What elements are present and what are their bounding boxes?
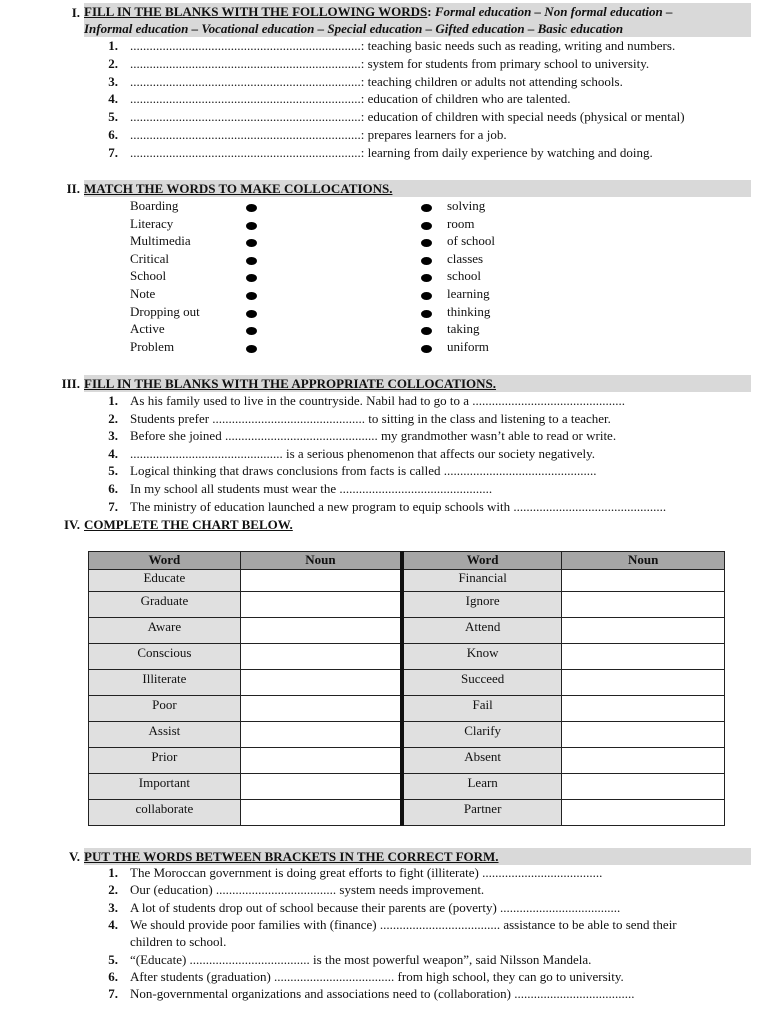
section-3-item-text: The ministry of education launched a new program to equip schools with ...............................................	[130, 498, 667, 514]
match-right-word: learning	[447, 286, 490, 301]
match-right-word: classes	[447, 250, 484, 266]
chart-noun-left-blank[interactable]	[240, 570, 402, 592]
chart-word-left: Graduate	[89, 592, 241, 618]
chart-word-right: Attend	[402, 618, 562, 644]
match-dot-right[interactable]	[421, 310, 432, 318]
chart-row	[89, 570, 725, 592]
section-2-title: MATCH THE WORDS TO MAKE COLLOCATIONS.	[84, 181, 393, 196]
match-row	[0, 198, 768, 215]
match-right-word: uniform	[447, 338, 489, 354]
section-3-item-text: Students prefer ............................................... to sitting in the class and listening to a teacher.	[130, 410, 611, 426]
match-dot-right[interactable]	[421, 204, 432, 212]
chart-word-right: Know	[402, 644, 562, 670]
section-5-item-text: A lot of students drop out of school because their parents are (poverty) .....................................	[130, 899, 621, 915]
section-1-item-text: .......................................................................: education of children who are talented.	[130, 91, 571, 107]
section-5-item-text: Our (education) ..................................... system needs improvement.	[130, 882, 485, 898]
chart-row	[89, 592, 725, 618]
match-row	[0, 251, 768, 268]
chart-noun-right-blank[interactable]	[562, 800, 725, 826]
section-1-item-number: 2.	[108, 55, 118, 71]
section-3-item-text: In my school all students must wear the ...............................................	[130, 481, 493, 496]
chart-header-row	[89, 552, 725, 570]
section-3-title: FILL IN THE BLANKS WITH THE APPROPRIATE COLLOCATIONS.	[84, 376, 497, 391]
chart-noun-left-blank[interactable]	[240, 722, 402, 748]
section-1-title-line: FILL IN THE BLANKS WITH THE FOLLOWING WORDS: Formal education – Non formal education –	[84, 4, 673, 19]
section-2-header	[40, 180, 751, 197]
chart-word-left: Illiterate	[89, 670, 241, 696]
match-right-word: taking	[447, 321, 480, 337]
section-5-item-text: We should provide poor families with (finance) ..................................... assistance to be able to send their	[130, 916, 677, 932]
chart-word-left: collaborate	[89, 800, 241, 826]
chart-row	[89, 696, 725, 722]
chart-word-left: Important	[89, 774, 241, 800]
chart-word-left: Assist	[89, 722, 241, 748]
section-3-item-number: 3.	[108, 428, 118, 444]
match-left-word: Boarding	[130, 198, 179, 213]
chart-word-right: Ignore	[402, 592, 562, 618]
chart-noun-left-blank[interactable]	[240, 748, 402, 774]
chart-row	[89, 722, 725, 748]
chart-word-right: Learn	[402, 774, 562, 800]
chart-noun-left-blank[interactable]	[240, 774, 402, 800]
section-1-item-number: 4.	[108, 91, 118, 107]
match-right-word: school	[447, 268, 481, 284]
section-5-item-text: children to school.	[130, 934, 227, 950]
chart-word-left: Prior	[89, 748, 241, 774]
chart-word-right: Financial	[402, 570, 562, 592]
chart-noun-right-blank[interactable]	[562, 722, 725, 748]
section-1-words-line2: Informal education – Vocational education – Special education – Gifted education – Basic education	[84, 21, 624, 36]
chart-row	[89, 748, 725, 774]
match-dot-right[interactable]	[421, 239, 432, 247]
section-1-item-number: 5.	[108, 109, 118, 125]
section-4-number: IV.	[63, 517, 80, 532]
match-dot-right[interactable]	[421, 274, 432, 282]
match-dot-left[interactable]	[246, 345, 257, 353]
match-left-word: Dropping out	[130, 303, 200, 319]
section-3-item-number: 7.	[108, 498, 118, 514]
match-dot-left[interactable]	[246, 222, 257, 230]
chart-word-left: Poor	[89, 696, 241, 722]
match-right-word: room	[447, 215, 475, 231]
section-3-item-text: Before she joined ............................................... my grandmother wasn’t able to read or write.	[130, 428, 617, 444]
section-3-item-text: Logical thinking that draws conclusions from facts is called ...............................................	[130, 463, 597, 479]
chart-word-right: Succeed	[402, 670, 562, 696]
match-dot-left[interactable]	[246, 327, 257, 335]
section-3-item-number: 6.	[108, 481, 118, 496]
match-left-word: School	[130, 268, 167, 284]
section-3-header	[40, 375, 751, 392]
chart-noun-right-blank[interactable]	[562, 644, 725, 670]
chart-row	[89, 670, 725, 696]
match-dot-right[interactable]	[421, 327, 432, 335]
section-1-title: FILL IN THE BLANKS WITH THE FOLLOWING WORDS	[84, 4, 428, 19]
section-1-item-text: .......................................................................: teaching children or adults not attending schools.	[130, 73, 623, 89]
match-left-word: Active	[130, 321, 165, 337]
section-5-header	[40, 848, 751, 865]
chart-row	[89, 618, 725, 644]
match-right-word: solving	[447, 198, 486, 213]
section-5-item-number: 5.	[108, 951, 118, 967]
section-1-item-number: 6.	[108, 127, 118, 142]
match-row	[0, 321, 768, 338]
match-dot-right[interactable]	[421, 257, 432, 265]
chart-word-right: Fail	[402, 696, 562, 722]
section-1-item-text: .......................................................................: system for students from primary school to university.	[130, 55, 650, 71]
match-left-word: Literacy	[130, 215, 174, 231]
match-dot-left[interactable]	[246, 204, 257, 212]
match-left-word: Multimedia	[130, 233, 191, 249]
chart-word-right: Clarify	[402, 722, 562, 748]
section-5-item-number: 1.	[108, 865, 118, 880]
chart-word-left: Aware	[89, 618, 241, 644]
chart-noun-left-blank[interactable]	[240, 592, 402, 618]
section-3-item-text: ............................................... is a serious phenomenon that affects our society negatively.	[130, 445, 596, 461]
section-5-title: PUT THE WORDS BETWEEN BRACKETS IN THE CORRECT FORM.	[84, 849, 499, 864]
section-2-number: II.	[66, 181, 80, 196]
chart-row	[89, 774, 725, 800]
match-dot-right[interactable]	[421, 292, 432, 300]
section-1-item-number: 1.	[108, 38, 118, 53]
chart-noun-right-blank[interactable]	[562, 696, 725, 722]
chart-word-right: Absent	[402, 748, 562, 774]
section-3-number: III.	[61, 376, 80, 391]
chart-word-left: Educate	[89, 570, 241, 592]
match-row	[0, 216, 768, 233]
chart-word-right: Partner	[402, 800, 562, 826]
chart-header-noun-1: Noun	[240, 552, 402, 570]
chart-row	[89, 800, 725, 826]
section-1-item-text: .......................................................................: prepares learners for a job.	[130, 127, 507, 142]
section-1-item-text: .......................................................................: education of children with special needs (physical or mental)	[130, 109, 685, 125]
chart-noun-right-blank[interactable]	[562, 592, 725, 618]
section-3-item-text: As his family used to live in the countryside. Nabil had to go to a ...............................................	[130, 393, 626, 408]
match-dot-left[interactable]	[246, 310, 257, 318]
match-dot-left[interactable]	[246, 257, 257, 265]
chart-noun-left-blank[interactable]	[240, 644, 402, 670]
section-1-item-text: .......................................................................: teaching basic needs such as reading, writing and numbers.	[130, 38, 676, 53]
match-row	[0, 268, 768, 285]
section-3-item-number: 5.	[108, 463, 118, 479]
section-1-header	[40, 3, 751, 37]
match-left-word: Critical	[130, 250, 169, 266]
match-dot-right[interactable]	[421, 345, 432, 353]
match-row	[0, 339, 768, 356]
section-5-number: V.	[69, 849, 80, 864]
chart-noun-right-blank[interactable]	[562, 618, 725, 644]
word-noun-chart	[88, 551, 725, 826]
match-row	[0, 304, 768, 321]
section-1-words-line1: Formal education – Non formal education –	[434, 4, 673, 19]
section-1-number: I.	[71, 5, 80, 20]
match-dot-left[interactable]	[246, 274, 257, 282]
match-right-word: thinking	[447, 303, 491, 319]
chart-noun-left-blank[interactable]	[240, 696, 402, 722]
match-row	[0, 233, 768, 250]
section-5-item-number: 4.	[108, 916, 118, 932]
section-1-item-text: .......................................................................: learning from daily experience by watching and doing.	[130, 144, 653, 160]
section-3-item-number: 2.	[108, 410, 118, 426]
section-5-item-text: “(Educate) ..................................... is the most powerful weapon”, said Nilsson Mandela.	[130, 951, 592, 967]
chart-header-word-2: Word	[402, 552, 562, 570]
section-3-item-number: 4.	[108, 445, 118, 461]
match-left-word: Problem	[130, 338, 175, 354]
match-left-word: Note	[130, 286, 156, 301]
match-dot-left[interactable]	[246, 292, 257, 300]
chart-word-left: Conscious	[89, 644, 241, 670]
match-row	[0, 286, 768, 303]
chart-row	[89, 644, 725, 670]
chart-noun-right-blank[interactable]	[562, 570, 725, 592]
section-5-item-number: 2.	[108, 882, 118, 898]
section-5-item-text: After students (graduation) ..................................... from high school, they can go to university.	[130, 968, 624, 984]
match-right-word: of school	[447, 233, 496, 249]
section-5-item-number: 7.	[108, 986, 118, 1002]
section-5-item-number: 3.	[108, 899, 118, 915]
section-5-item-text: Non-governmental organizations and associations need to (collaboration) .....................................	[130, 986, 635, 1002]
chart-noun-right-blank[interactable]	[562, 774, 725, 800]
chart-noun-right-blank[interactable]	[562, 748, 725, 774]
section-4-title: COMPLETE THE CHART BELOW.	[84, 517, 293, 532]
section-4-header	[40, 516, 751, 533]
chart-header-word-1: Word	[89, 552, 241, 570]
chart-noun-left-blank[interactable]	[240, 670, 402, 696]
section-3-item-number: 1.	[108, 393, 118, 408]
section-5-item-number: 6.	[108, 968, 118, 984]
chart-header-noun-2: Noun	[562, 552, 725, 570]
chart-noun-left-blank[interactable]	[240, 800, 402, 826]
section-1-item-number: 7.	[108, 144, 118, 160]
chart-noun-left-blank[interactable]	[240, 618, 402, 644]
section-5-item-text: The Moroccan government is doing great efforts to fight (illiterate) .....................................	[130, 865, 603, 880]
section-1-item-number: 3.	[108, 73, 118, 89]
match-dot-right[interactable]	[421, 222, 432, 230]
chart-noun-right-blank[interactable]	[562, 670, 725, 696]
match-dot-left[interactable]	[246, 239, 257, 247]
